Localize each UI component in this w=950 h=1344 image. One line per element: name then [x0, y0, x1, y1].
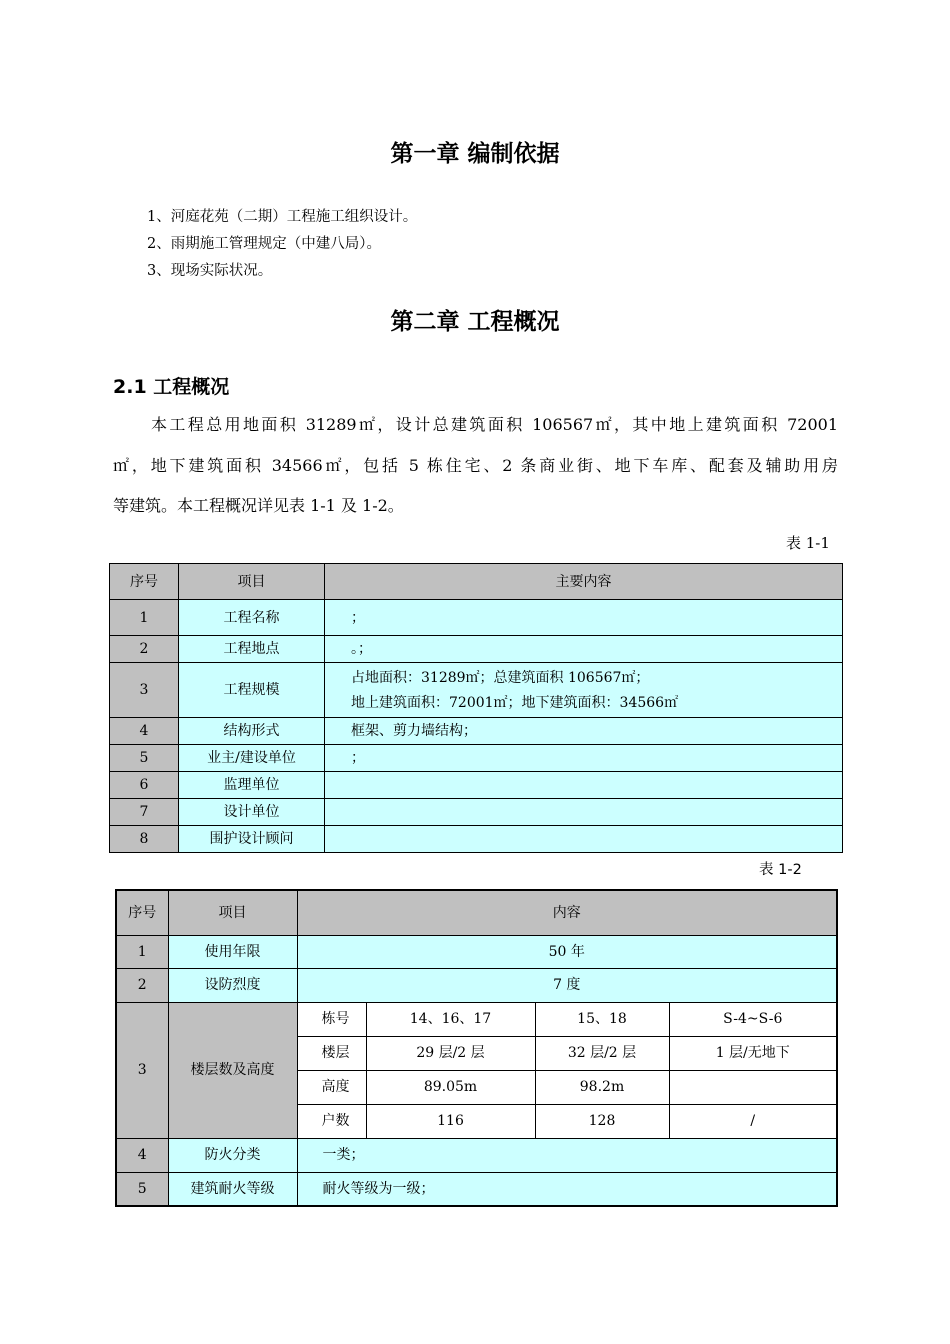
t2-content: 一类；	[297, 1138, 837, 1172]
t2-content: 耐火等级为一级；	[297, 1172, 837, 1206]
t2-sub-label: 栋号	[297, 1002, 366, 1036]
t1-content: ；	[325, 600, 843, 636]
paragraph-line-1: 本工程总用地面积 31289㎡，设计总建筑面积 106567㎡，其中地上建筑面积 72001	[151, 415, 838, 434]
t1-no: 7	[110, 799, 179, 826]
t1-no: 3	[110, 663, 179, 718]
table-row	[110, 600, 843, 636]
t1-item: 工程地点	[179, 636, 325, 663]
t1-no: 5	[110, 745, 179, 772]
t2-no: 1	[116, 935, 168, 968]
table-row	[110, 772, 843, 799]
paragraph-line-3: 等建筑。本工程概况详见表 1-1 及 1-2。	[113, 496, 404, 515]
t2-sub-a: 116	[366, 1104, 535, 1138]
t2-no: 3	[116, 1002, 168, 1138]
t2-sub-a: 89.05m	[366, 1070, 535, 1104]
t2-sub-a: 14、16、17	[366, 1002, 535, 1036]
chapter1-title: 第一章 编制依据	[390, 141, 560, 167]
t2-no: 5	[116, 1172, 168, 1206]
t2-header-item: 项目	[168, 890, 297, 935]
t2-sub-c: 1 层/无地下	[669, 1036, 837, 1070]
t1-content-multi	[325, 663, 843, 718]
t2-sub-b: 32 层/2 层	[535, 1036, 669, 1070]
section-title: 2.1 工程概况	[113, 376, 230, 398]
basis-item-2: 2、雨期施工管理规定（中建八局）。	[147, 236, 381, 252]
table-row	[110, 826, 843, 853]
t1-item: 监理单位	[179, 772, 325, 799]
t1-no: 1	[110, 600, 179, 636]
t1-no: 2	[110, 636, 179, 663]
t2-sub-b: 128	[535, 1104, 669, 1138]
t2-no: 2	[116, 968, 168, 1002]
t1-no: 6	[110, 772, 179, 799]
t2-sub-c: S-4~S-6	[669, 1002, 837, 1036]
table-row	[110, 799, 843, 826]
t2-sub-label: 户数	[297, 1104, 366, 1138]
t1-item: 结构形式	[179, 718, 325, 745]
table-row	[116, 935, 837, 968]
table-row	[110, 718, 843, 745]
table-row	[110, 636, 843, 663]
t1-content	[325, 826, 843, 853]
t1-content	[325, 799, 843, 826]
table-1-2	[115, 889, 838, 1207]
t1-header-no: 序号	[110, 564, 179, 600]
basis-item-3: 3、现场实际状况。	[147, 263, 273, 279]
t2-sub-b: 15、18	[535, 1002, 669, 1036]
basis-item-1: 1、河庭花苑（二期）工程施工组织设计。	[147, 209, 418, 225]
t2-sub-a: 29 层/2 层	[366, 1036, 535, 1070]
t1-content	[325, 772, 843, 799]
t1-content: ；	[325, 745, 843, 772]
t2-item: 设防烈度	[168, 968, 297, 1002]
table-row	[116, 1138, 837, 1172]
table-1-1	[109, 563, 843, 853]
t1-content: 框架、剪力墙结构；	[325, 718, 843, 745]
t1-content-line1: 占地面积：31289㎡；总建筑面积 106567㎡；	[351, 669, 650, 686]
t2-content: 50 年	[297, 935, 837, 968]
t2-sub-label: 高度	[297, 1070, 366, 1104]
t2-content: 7 度	[297, 968, 837, 1002]
t2-item: 防火分类	[168, 1138, 297, 1172]
t1-content-line2: 地上建筑面积：72001㎡；地下建筑面积：34566㎡	[351, 694, 679, 711]
t2-sub-b: 98.2m	[535, 1070, 669, 1104]
t2-sub-label: 楼层	[297, 1036, 366, 1070]
t1-no: 8	[110, 826, 179, 853]
t2-header-no: 序号	[116, 890, 168, 935]
table-row	[110, 745, 843, 772]
t2-no: 4	[116, 1138, 168, 1172]
table1-caption: 表 1-1	[786, 534, 830, 552]
t1-item: 工程规模	[179, 663, 325, 718]
chapter2-title: 第二章 工程概况	[390, 309, 560, 335]
t1-no: 4	[110, 718, 179, 745]
t2-sub-c	[669, 1070, 837, 1104]
t2-item: 楼层数及高度	[168, 1002, 297, 1138]
t1-header-content: 主要内容	[325, 564, 843, 600]
t1-item: 设计单位	[179, 799, 325, 826]
t2-sub-c: /	[669, 1104, 837, 1138]
table-row	[116, 1002, 837, 1036]
t2-item: 建筑耐火等级	[168, 1172, 297, 1206]
t1-item: 围护设计顾问	[179, 826, 325, 853]
table-row	[116, 1172, 837, 1206]
t1-content: 。；	[325, 636, 843, 663]
t1-item: 业主/建设单位	[179, 745, 325, 772]
t1-header-item: 项目	[179, 564, 325, 600]
table-row	[116, 968, 837, 1002]
table-row	[110, 663, 843, 718]
t1-item: 工程名称	[179, 600, 325, 636]
t2-header-content: 内容	[297, 890, 837, 935]
t2-item: 使用年限	[168, 935, 297, 968]
paragraph-line-2: ㎡，地下建筑面积 34566㎡，包括 5 栋住宅、2 条商业街、地下车库、配套及辅助用房	[113, 456, 838, 475]
table2-caption: 表 1-2	[759, 862, 802, 878]
